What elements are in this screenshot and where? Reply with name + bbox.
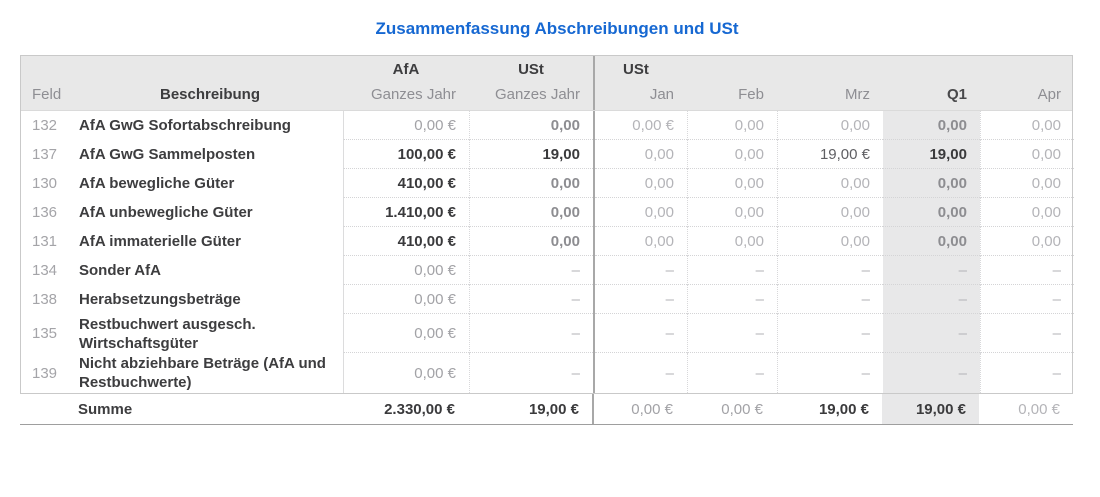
cell-ustgj[interactable]: 19,00: [469, 140, 593, 169]
table-row: [21, 256, 1072, 285]
cell-ustgj[interactable]: 0,00: [469, 198, 593, 227]
header-beschreibung[interactable]: Beschreibung: [159, 86, 261, 103]
cell-feb[interactable]: –: [687, 353, 777, 393]
header-month-apr[interactable]: Apr: [1037, 86, 1061, 103]
cell-q1[interactable]: 0,00: [883, 111, 980, 140]
cell-apr[interactable]: –: [980, 285, 1074, 314]
feld-cell[interactable]: 135: [32, 325, 58, 342]
cell-ustgj[interactable]: –: [469, 353, 593, 393]
header-column-row: [21, 78, 1072, 110]
cell-apr[interactable]: 0,00: [980, 198, 1074, 227]
cell-afa[interactable]: 410,00 €: [343, 169, 469, 198]
cell-q1[interactable]: –: [883, 353, 980, 393]
cell-feb[interactable]: 0,00: [687, 111, 777, 140]
beschreibung-cell[interactable]: Summe: [78, 400, 133, 418]
beschreibung-cell[interactable]: Nicht abziehbare Beträge (AfA und Restbuchwerte): [79, 355, 326, 391]
cell-q1[interactable]: 0,00: [883, 198, 980, 227]
cell-jan[interactable]: –: [665, 364, 674, 382]
cell-jan[interactable]: –: [595, 314, 687, 353]
cell-feb[interactable]: 0,00: [687, 227, 777, 256]
cell-jan[interactable]: 0,00: [595, 169, 687, 198]
cell-mrz[interactable]: –: [777, 314, 883, 353]
cell-ustgj[interactable]: 19,00 €: [528, 400, 579, 418]
cell-afa[interactable]: 0,00 €: [343, 111, 469, 140]
cell-mrz[interactable]: 0,00: [777, 169, 883, 198]
cell-apr[interactable]: 0,00: [980, 111, 1074, 140]
header-month-feb[interactable]: Feb: [738, 86, 764, 103]
cell-ustgj[interactable]: –: [469, 285, 593, 314]
feld-cell[interactable]: 131: [32, 233, 58, 250]
beschreibung-cell[interactable]: AfA unbewegliche Güter: [79, 204, 253, 221]
table-row: [21, 353, 1072, 393]
cell-q1[interactable]: –: [883, 314, 980, 353]
beschreibung-cell[interactable]: AfA bewegliche Güter: [79, 175, 235, 192]
feld-cell[interactable]: 138: [32, 291, 58, 308]
table-box: [20, 55, 1073, 394]
table-row: [21, 111, 1072, 140]
summe-section: [20, 394, 1073, 425]
beschreibung-cell[interactable]: AfA GwG Sofortabschreibung: [79, 117, 291, 134]
cell-apr[interactable]: 0,00: [980, 169, 1074, 198]
header-spacer: [687, 56, 777, 78]
beschreibung-cell[interactable]: Restbuchwert ausgesch. Wirtschaftsgüter: [79, 315, 256, 352]
cell-afa[interactable]: 0,00 €: [343, 314, 469, 353]
cell-ustgj[interactable]: –: [469, 314, 593, 353]
header-month-jan[interactable]: Jan: [649, 86, 674, 103]
cell-apr[interactable]: 0,00 €: [1018, 400, 1060, 418]
table-row: [21, 314, 1072, 353]
header-afa-ganzes-jahr[interactable]: Ganzes Jahr: [370, 86, 456, 103]
header-afa-group[interactable]: AfA: [392, 61, 420, 78]
cell-mrz[interactable]: –: [777, 285, 883, 314]
beschreibung-cell[interactable]: Herabsetzungsbeträge: [79, 291, 241, 308]
header-spacer: [883, 56, 980, 78]
cell-feb[interactable]: –: [687, 256, 777, 285]
header-months-ust-group[interactable]: USt: [623, 61, 649, 78]
cell-ustgj[interactable]: 0,00: [469, 169, 593, 198]
cell-jan[interactable]: –: [595, 256, 687, 285]
cell-jan[interactable]: 0,00: [595, 198, 687, 227]
header-q1[interactable]: Q1: [946, 86, 967, 103]
cell-mrz[interactable]: 19,00 €: [818, 400, 869, 418]
cell-mrz[interactable]: –: [777, 256, 883, 285]
cell-afa[interactable]: 2.330,00 €: [384, 400, 455, 418]
table-row: [21, 169, 1072, 198]
beschreibung-cell[interactable]: AfA GwG Sammelposten: [79, 146, 256, 163]
cell-q1[interactable]: –: [883, 256, 980, 285]
cell-q1[interactable]: –: [883, 285, 980, 314]
table-row: [21, 285, 1072, 314]
cell-mrz[interactable]: 0,00: [777, 227, 883, 256]
cell-feb[interactable]: 0,00 €: [721, 400, 763, 418]
header-spacer: [21, 56, 77, 78]
cell-mrz[interactable]: 0,00: [777, 198, 883, 227]
summe-row: [20, 394, 1073, 425]
cell-mrz[interactable]: 0,00: [777, 111, 883, 140]
cell-mrz[interactable]: –: [777, 353, 883, 393]
cell-ustgj[interactable]: 0,00: [469, 111, 593, 140]
page-title: Zusammenfassung Abschreibungen und USt: [375, 19, 739, 38]
cell-afa[interactable]: 0,00 €: [343, 285, 469, 314]
header-spacer: [777, 56, 883, 78]
feld-cell[interactable]: 139: [32, 364, 58, 382]
cell-feb[interactable]: 0,00: [687, 169, 777, 198]
table-row: [21, 198, 1072, 227]
cell-q1[interactable]: 19,00: [883, 140, 980, 169]
cell-q1[interactable]: 0,00: [883, 227, 980, 256]
header-month-mrz[interactable]: Mrz: [845, 86, 870, 103]
cell-jan[interactable]: –: [595, 285, 687, 314]
header-spacer: [77, 56, 343, 78]
header-feld[interactable]: Feld: [32, 86, 62, 103]
feld-cell[interactable]: 130: [32, 175, 58, 192]
cell-feb[interactable]: 0,00: [687, 140, 777, 169]
summary-table: [20, 55, 1073, 425]
table-row: [21, 140, 1072, 169]
header-ust-group[interactable]: USt: [518, 61, 544, 78]
cell-q1[interactable]: 19,00 €: [882, 394, 979, 424]
cell-afa[interactable]: 1.410,00 €: [343, 198, 469, 227]
cell-apr[interactable]: –: [980, 256, 1074, 285]
header-ust-ganzes-jahr[interactable]: Ganzes Jahr: [494, 86, 580, 103]
cell-apr[interactable]: 0,00: [980, 140, 1074, 169]
cell-jan[interactable]: 0,00 €: [631, 400, 673, 418]
header-group-row: [21, 56, 1072, 78]
cell-ustgj[interactable]: –: [469, 256, 593, 285]
feld-cell[interactable]: 137: [32, 146, 58, 163]
table-row: [21, 227, 1072, 256]
feld-cell[interactable]: 132: [32, 117, 58, 134]
cell-jan[interactable]: 0,00: [595, 140, 687, 169]
cell-afa[interactable]: 0,00 €: [343, 353, 469, 393]
feld-cell[interactable]: 134: [32, 262, 58, 279]
table-header: [21, 56, 1072, 111]
cell-apr[interactable]: 0,00: [980, 227, 1074, 256]
cell-q1[interactable]: 0,00: [883, 169, 980, 198]
cell-afa[interactable]: 410,00 €: [343, 227, 469, 256]
beschreibung-cell[interactable]: Sonder AfA: [79, 262, 161, 279]
cell-apr[interactable]: –: [980, 353, 1074, 393]
feld-cell[interactable]: [20, 394, 76, 424]
cell-jan[interactable]: 0,00: [595, 227, 687, 256]
beschreibung-cell[interactable]: AfA immaterielle Güter: [79, 233, 241, 250]
cell-feb[interactable]: –: [687, 314, 777, 353]
cell-apr[interactable]: –: [980, 314, 1074, 353]
table-body: [21, 111, 1072, 393]
cell-feb[interactable]: –: [687, 285, 777, 314]
header-spacer: [980, 56, 1074, 78]
cell-afa[interactable]: 100,00 €: [343, 140, 469, 169]
cell-feb[interactable]: 0,00: [687, 198, 777, 227]
feld-cell[interactable]: 136: [32, 204, 58, 221]
cell-jan[interactable]: 0,00 €: [595, 111, 687, 140]
cell-ustgj[interactable]: 0,00: [469, 227, 593, 256]
cell-afa[interactable]: 0,00 €: [343, 256, 469, 285]
cell-mrz[interactable]: 19,00 €: [777, 140, 883, 169]
